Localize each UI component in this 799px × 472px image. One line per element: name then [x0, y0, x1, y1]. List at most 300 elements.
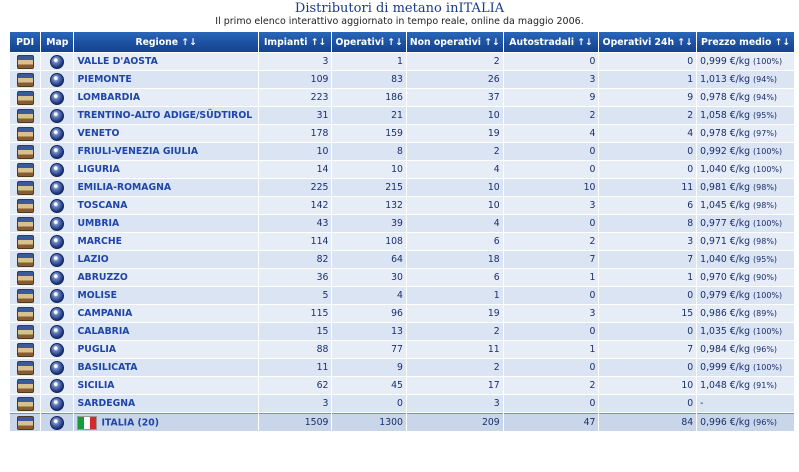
- table-row: [10, 89, 794, 106]
- operativi-cell: 1: [332, 53, 406, 70]
- non-operativi-cell: 2: [407, 323, 503, 340]
- non-operativi-cell: 10: [407, 179, 503, 196]
- globe-map-icon[interactable]: [50, 325, 64, 339]
- header-region-sort[interactable]: Regione ↑↓: [74, 32, 257, 52]
- price-value: 0,996 €/kg: [700, 417, 751, 428]
- region-cell[interactable]: [74, 215, 257, 232]
- pdi-cell: [10, 287, 40, 304]
- operativi-24h-cell: 0: [599, 143, 696, 160]
- price-value: 1,040 €/kg: [700, 164, 751, 175]
- autostradali-cell: 0: [504, 143, 599, 160]
- region-cell[interactable]: [74, 413, 257, 431]
- map-cell: [41, 197, 73, 214]
- non-operativi-cell: 3: [407, 395, 503, 412]
- non-operativi-cell: 26: [407, 71, 503, 88]
- price-cell: [697, 53, 794, 70]
- autostradali-cell: 0: [504, 359, 599, 376]
- price-percent: (98%): [753, 201, 778, 210]
- globe-map-icon[interactable]: [50, 397, 64, 411]
- non-operativi-cell: 4: [407, 161, 503, 178]
- operativi-24h-cell: 15: [599, 305, 696, 322]
- header-non-operativi-sort[interactable]: Non operativi ↑↓: [407, 32, 503, 52]
- pdi-cell: [10, 179, 40, 196]
- globe-map-icon[interactable]: [50, 145, 64, 159]
- price-cell: [697, 179, 794, 196]
- page-title: Distributori di metano inITALIA: [294, 1, 505, 16]
- map-cell: [41, 341, 73, 358]
- pdi-cell: [10, 53, 40, 70]
- price-cell: [697, 215, 794, 232]
- pdi-download-icon[interactable]: [17, 145, 34, 159]
- pdi-download-icon[interactable]: [17, 325, 34, 339]
- region-cell[interactable]: [74, 89, 257, 106]
- non-operativi-cell: 1: [407, 287, 503, 304]
- non-operativi-cell: 6: [407, 233, 503, 250]
- operativi-cell: 8: [332, 143, 406, 160]
- non-operativi-cell: 2: [407, 53, 503, 70]
- pdi-download-icon[interactable]: [17, 361, 34, 375]
- operativi-cell: 1300: [332, 413, 406, 431]
- operativi-cell: 215: [332, 179, 406, 196]
- price-value: 0,981 €/kg: [700, 182, 751, 193]
- globe-map-icon[interactable]: [50, 55, 64, 69]
- autostradali-cell: 2: [504, 107, 599, 124]
- header-operativi-sort[interactable]: Operativi ↑↓: [332, 32, 406, 52]
- region-link[interactable]: FRIULI-VENEZIA GIULIA: [77, 146, 199, 157]
- impianti-cell: 223: [259, 89, 332, 106]
- table-row: [10, 287, 794, 304]
- globe-map-icon[interactable]: [50, 416, 64, 430]
- globe-map-icon[interactable]: [50, 235, 64, 249]
- price-cell: [697, 251, 794, 268]
- operativi-24h-cell: 1: [599, 71, 696, 88]
- operativi-cell: 4: [332, 287, 406, 304]
- pdi-download-icon[interactable]: [17, 73, 34, 87]
- non-operativi-cell: 11: [407, 341, 503, 358]
- price-percent: (100%): [753, 165, 783, 174]
- table-row: [10, 143, 794, 160]
- region-cell[interactable]: [74, 197, 257, 214]
- pdi-cell: [10, 251, 40, 268]
- pdi-cell: [10, 161, 40, 178]
- price-percent: (100%): [753, 327, 783, 336]
- autostradali-cell: 7: [504, 251, 599, 268]
- impianti-cell: 3: [259, 395, 332, 412]
- region-cell[interactable]: [74, 287, 257, 304]
- impianti-cell: 14: [259, 161, 332, 178]
- stations-table: [9, 31, 795, 432]
- operativi-24h-cell: 8: [599, 215, 696, 232]
- globe-map-icon[interactable]: [50, 253, 64, 267]
- pdi-download-icon[interactable]: [17, 397, 34, 411]
- price-cell: [697, 71, 794, 88]
- price-cell: [697, 395, 794, 412]
- non-operativi-cell: 17: [407, 377, 503, 394]
- price-value: 0,999 €/kg: [700, 362, 751, 373]
- region-cell[interactable]: [74, 305, 257, 322]
- region-link[interactable]: LAZIO: [77, 254, 109, 265]
- region-cell[interactable]: [74, 377, 257, 394]
- table-row: [10, 71, 794, 88]
- impianti-cell: 43: [259, 215, 332, 232]
- operativi-cell: 132: [332, 197, 406, 214]
- region-link[interactable]: TRENTINO-ALTO ADIGE/SÜDTIROL: [77, 110, 253, 121]
- globe-map-icon[interactable]: [50, 199, 64, 213]
- pdi-download-icon[interactable]: [17, 253, 34, 267]
- operativi-24h-cell: 0: [599, 287, 696, 304]
- price-value: 1,048 €/kg: [700, 380, 751, 391]
- table-row: [10, 53, 794, 70]
- price-cell: [697, 323, 794, 340]
- price-cell: [697, 107, 794, 124]
- pdi-cell: [10, 215, 40, 232]
- map-cell: [41, 359, 73, 376]
- price-value: 0,978 €/kg: [700, 128, 751, 139]
- operativi-24h-cell: 1: [599, 269, 696, 286]
- pdi-cell: [10, 269, 40, 286]
- pdi-cell: [10, 395, 40, 412]
- pdi-download-icon[interactable]: [17, 55, 34, 69]
- region-link[interactable]: SARDEGNA: [77, 398, 136, 409]
- pdi-cell: [10, 359, 40, 376]
- autostradali-cell: 1: [504, 269, 599, 286]
- price-percent: (100%): [753, 147, 783, 156]
- table-row: [10, 377, 794, 394]
- region-link[interactable]: LOMBARDIA: [77, 92, 141, 103]
- region-cell[interactable]: [74, 395, 257, 412]
- region-link[interactable]: BASILICATA: [77, 362, 138, 373]
- pdi-download-icon[interactable]: [17, 109, 34, 123]
- table-row: [10, 233, 794, 250]
- region-cell[interactable]: [74, 71, 257, 88]
- price-percent: (100%): [753, 363, 783, 372]
- price-cell: [697, 143, 794, 160]
- region-cell[interactable]: [74, 233, 257, 250]
- globe-map-icon[interactable]: [50, 109, 64, 123]
- table-body: [10, 53, 794, 431]
- region-link[interactable]: ABRUZZO: [77, 272, 128, 283]
- price-percent: (90%): [753, 273, 778, 282]
- autostradali-cell: 0: [504, 287, 599, 304]
- operativi-24h-cell: 7: [599, 251, 696, 268]
- operativi-24h-cell: 0: [599, 161, 696, 178]
- price-percent: (98%): [753, 237, 778, 246]
- map-cell: [41, 269, 73, 286]
- pdi-download-icon[interactable]: [17, 343, 34, 357]
- region-link[interactable]: VALLE D'AOSTA: [77, 56, 158, 67]
- autostradali-cell: 9: [504, 89, 599, 106]
- table-row: [10, 215, 794, 232]
- operativi-cell: 9: [332, 359, 406, 376]
- map-cell: [41, 377, 73, 394]
- operativi-cell: 83: [332, 71, 406, 88]
- operativi-24h-cell: 11: [599, 179, 696, 196]
- region-link[interactable]: PIEMONTE: [77, 74, 132, 85]
- operativi-24h-cell: 7: [599, 341, 696, 358]
- operativi-24h-cell: 2: [599, 107, 696, 124]
- price-value: 1,013 €/kg: [700, 74, 751, 85]
- price-value: 1,058 €/kg: [700, 110, 751, 121]
- operativi-cell: 13: [332, 323, 406, 340]
- map-cell: [41, 251, 73, 268]
- region-cell[interactable]: [74, 251, 257, 268]
- region-link-italia[interactable]: ITALIA (20): [101, 417, 159, 428]
- pdi-download-icon[interactable]: [17, 181, 34, 195]
- map-cell: [41, 161, 73, 178]
- price-percent: (94%): [753, 75, 778, 84]
- globe-map-icon[interactable]: [50, 127, 64, 141]
- region-link[interactable]: SICILIA: [77, 380, 115, 391]
- globe-map-icon[interactable]: [50, 289, 64, 303]
- region-cell[interactable]: [74, 323, 257, 340]
- region-cell[interactable]: [74, 341, 257, 358]
- pdi-download-icon[interactable]: [17, 289, 34, 303]
- table-row: [10, 395, 794, 412]
- pdi-cell: [10, 377, 40, 394]
- impianti-cell: 1509: [259, 413, 332, 431]
- pdi-download-icon[interactable]: [17, 379, 34, 393]
- price-percent: (98%): [753, 183, 778, 192]
- autostradali-cell: 0: [504, 53, 599, 70]
- operativi-cell: 10: [332, 161, 406, 178]
- price-cell: [697, 359, 794, 376]
- impianti-cell: 36: [259, 269, 332, 286]
- non-operativi-cell: 4: [407, 215, 503, 232]
- pdi-download-icon[interactable]: [17, 217, 34, 231]
- table-row: [10, 179, 794, 196]
- operativi-24h-cell: 9: [599, 89, 696, 106]
- region-link[interactable]: CAMPANIA: [77, 308, 133, 319]
- pdi-download-icon[interactable]: [17, 163, 34, 177]
- pdi-download-icon[interactable]: [17, 127, 34, 141]
- map-cell: [41, 71, 73, 88]
- impianti-cell: 142: [259, 197, 332, 214]
- total-row: [10, 413, 794, 431]
- price-percent: (91%): [753, 381, 778, 390]
- region-cell[interactable]: [74, 161, 257, 178]
- autostradali-cell: 3: [504, 197, 599, 214]
- pdi-download-icon[interactable]: [17, 235, 34, 249]
- map-cell: [41, 143, 73, 160]
- price-percent: (100%): [753, 291, 783, 300]
- non-operativi-cell: 2: [407, 359, 503, 376]
- price-value: 0,999 €/kg: [700, 56, 751, 67]
- page-subtitle: Il primo elenco interattivo aggiornato in tempo reale, online da maggio 2006.: [215, 16, 584, 27]
- autostradali-cell: 2: [504, 233, 599, 250]
- header-impianti-sort[interactable]: Impianti ↑↓: [259, 32, 332, 52]
- pdi-download-icon[interactable]: [17, 271, 34, 285]
- region-link[interactable]: UMBRIA: [77, 218, 120, 229]
- operativi-cell: 77: [332, 341, 406, 358]
- pdi-download-icon[interactable]: [17, 199, 34, 213]
- price-percent: (94%): [753, 93, 778, 102]
- operativi-24h-cell: 6: [599, 197, 696, 214]
- region-link[interactable]: EMILIA-ROMAGNA: [77, 182, 172, 193]
- autostradali-cell: 3: [504, 71, 599, 88]
- impianti-cell: 31: [259, 107, 332, 124]
- pdi-cell: [10, 89, 40, 106]
- operativi-24h-cell: 4: [599, 125, 696, 142]
- table-row: [10, 197, 794, 214]
- header-prezzo-sort[interactable]: Prezzo medio ↑↓: [697, 32, 794, 52]
- region-link[interactable]: MOLISE: [77, 290, 118, 301]
- price-cell: [697, 269, 794, 286]
- price-percent: (100%): [753, 57, 783, 66]
- price-percent: (95%): [753, 255, 778, 264]
- non-operativi-cell: 209: [407, 413, 503, 431]
- autostradali-cell: 10: [504, 179, 599, 196]
- header-pdi: PDI: [10, 32, 40, 52]
- operativi-cell: 96: [332, 305, 406, 322]
- globe-map-icon[interactable]: [50, 361, 64, 375]
- impianti-cell: 109: [259, 71, 332, 88]
- non-operativi-cell: 10: [407, 197, 503, 214]
- operativi-cell: 64: [332, 251, 406, 268]
- price-value: 0,979 €/kg: [700, 290, 751, 301]
- price-percent: (95%): [753, 111, 778, 120]
- pdi-download-icon[interactable]: [17, 416, 34, 430]
- impianti-cell: 10: [259, 143, 332, 160]
- table-row: [10, 341, 794, 358]
- non-operativi-cell: 6: [407, 269, 503, 286]
- impianti-cell: 115: [259, 305, 332, 322]
- region-cell[interactable]: [74, 359, 257, 376]
- region-cell[interactable]: [74, 143, 257, 160]
- price-value: 1,040 €/kg: [700, 254, 751, 265]
- globe-map-icon[interactable]: [50, 343, 64, 357]
- impianti-cell: 62: [259, 377, 332, 394]
- region-cell[interactable]: [74, 125, 257, 142]
- header-autostradali-sort[interactable]: Autostradali ↑↓: [504, 32, 599, 52]
- non-operativi-cell: 19: [407, 125, 503, 142]
- operativi-cell: 186: [332, 89, 406, 106]
- region-cell[interactable]: [74, 53, 257, 70]
- price-cell: [697, 197, 794, 214]
- globe-map-icon[interactable]: [50, 163, 64, 177]
- operativi-24h-cell: 84: [599, 413, 696, 431]
- globe-map-icon[interactable]: [50, 217, 64, 231]
- price-cell: [697, 125, 794, 142]
- price-percent: (96%): [753, 418, 778, 427]
- region-cell[interactable]: [74, 179, 257, 196]
- price-value: 0,971 €/kg: [700, 236, 751, 247]
- price-value: 0,992 €/kg: [700, 146, 751, 157]
- table-row: [10, 359, 794, 376]
- header-operativi-24h-sort[interactable]: Operativi 24h ↑↓: [599, 32, 696, 52]
- pdi-cell: [10, 305, 40, 322]
- autostradali-cell: 3: [504, 305, 599, 322]
- operativi-24h-cell: 0: [599, 53, 696, 70]
- price-percent: (89%): [753, 309, 778, 318]
- autostradali-cell: 0: [504, 215, 599, 232]
- impianti-cell: 178: [259, 125, 332, 142]
- pdi-cell: [10, 107, 40, 124]
- globe-map-icon[interactable]: [50, 307, 64, 321]
- non-operativi-cell: 18: [407, 251, 503, 268]
- operativi-cell: 108: [332, 233, 406, 250]
- impianti-cell: 82: [259, 251, 332, 268]
- price-value: 0,986 €/kg: [700, 308, 751, 319]
- impianti-cell: 11: [259, 359, 332, 376]
- price-cell: [697, 377, 794, 394]
- operativi-cell: 0: [332, 395, 406, 412]
- autostradali-cell: 4: [504, 125, 599, 142]
- operativi-24h-cell: 0: [599, 395, 696, 412]
- impianti-cell: 88: [259, 341, 332, 358]
- price-cell: [697, 287, 794, 304]
- price-value: 0,984 €/kg: [700, 344, 751, 355]
- globe-map-icon[interactable]: [50, 91, 64, 105]
- header-map: Map: [41, 32, 73, 52]
- autostradali-cell: 2: [504, 377, 599, 394]
- region-link[interactable]: TOSCANA: [77, 200, 128, 211]
- price-cell: [697, 89, 794, 106]
- impianti-cell: 15: [259, 323, 332, 340]
- header-row: [10, 32, 794, 52]
- autostradali-cell: 0: [504, 323, 599, 340]
- table-row: [10, 323, 794, 340]
- table-row: [10, 305, 794, 322]
- operativi-24h-cell: 3: [599, 233, 696, 250]
- operativi-24h-cell: 0: [599, 323, 696, 340]
- price-cell: [697, 161, 794, 178]
- pdi-download-icon[interactable]: [17, 91, 34, 105]
- price-value: 1,045 €/kg: [700, 200, 751, 211]
- globe-map-icon[interactable]: [50, 73, 64, 87]
- price-cell: [697, 341, 794, 358]
- italy-flag-icon: [77, 416, 97, 430]
- globe-map-icon[interactable]: [50, 379, 64, 393]
- map-cell: [41, 413, 73, 431]
- autostradali-cell: 1: [504, 341, 599, 358]
- region-link[interactable]: MARCHE: [77, 236, 123, 247]
- map-cell: [41, 287, 73, 304]
- price-percent: (100%): [753, 219, 783, 228]
- non-operativi-cell: 10: [407, 107, 503, 124]
- pdi-cell: [10, 125, 40, 142]
- price-cell: [697, 413, 794, 431]
- table-row: [10, 125, 794, 142]
- region-link[interactable]: LIGURIA: [77, 164, 120, 175]
- pdi-cell: [10, 413, 40, 431]
- impianti-cell: 225: [259, 179, 332, 196]
- impianti-cell: 5: [259, 287, 332, 304]
- pdi-cell: [10, 197, 40, 214]
- operativi-24h-cell: 10: [599, 377, 696, 394]
- price-percent: (96%): [753, 345, 778, 354]
- globe-map-icon[interactable]: [50, 181, 64, 195]
- map-cell: [41, 89, 73, 106]
- autostradali-cell: 47: [504, 413, 599, 431]
- table-row: [10, 269, 794, 286]
- non-operativi-cell: 2: [407, 143, 503, 160]
- globe-map-icon[interactable]: [50, 271, 64, 285]
- map-cell: [41, 323, 73, 340]
- region-cell[interactable]: [74, 269, 257, 286]
- operativi-cell: 39: [332, 215, 406, 232]
- region-cell[interactable]: [74, 107, 257, 124]
- pdi-cell: [10, 323, 40, 340]
- region-link[interactable]: CALABRIA: [77, 326, 130, 337]
- autostradali-cell: 0: [504, 395, 599, 412]
- price-cell: [697, 305, 794, 322]
- region-link[interactable]: PUGLIA: [77, 344, 117, 355]
- map-cell: [41, 215, 73, 232]
- region-link[interactable]: VENETO: [77, 128, 120, 139]
- map-cell: [41, 305, 73, 322]
- autostradali-cell: 0: [504, 161, 599, 178]
- pdi-download-icon[interactable]: [17, 307, 34, 321]
